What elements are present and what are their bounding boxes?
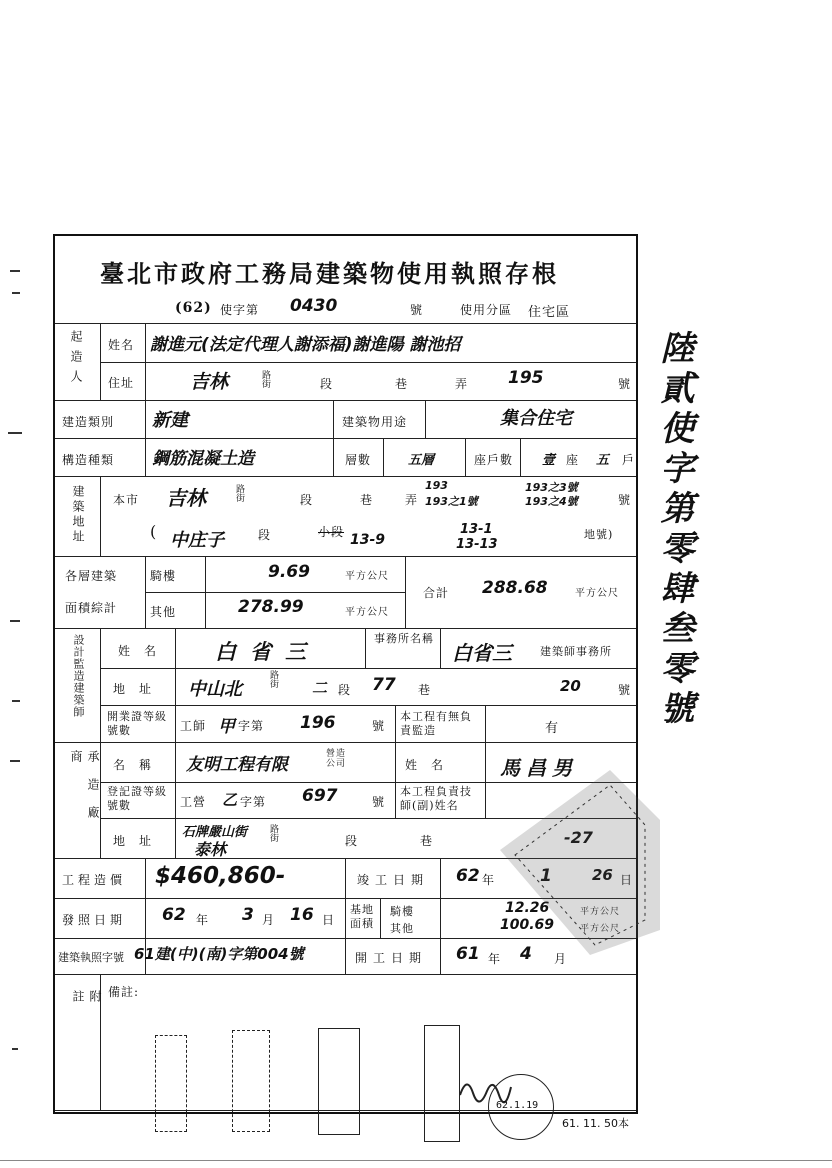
rule [55,556,636,557]
site-lane: 巷 [360,493,374,507]
site-arcade-label: 騎樓 [390,905,414,918]
signature-seal [318,1028,360,1135]
start-year: 61 [456,944,480,964]
building-use-value: 集合住宅 [500,408,572,429]
designer-office-suffix: 建築師事務所 [540,645,612,658]
rule [345,898,346,974]
contractor-address-tail: -27 [564,828,593,847]
contractor-reg-no: 697 [302,786,338,806]
subsection-label: 小段 [318,525,345,539]
units-seat-value: 壹 [542,453,556,468]
contractor-address-2: 泰林 [194,840,227,859]
permit-number: 0430 [290,296,338,316]
rule [145,592,405,593]
applicant-address-label: 住址 [108,376,135,390]
site-arcade-unit: 平方公尺 [580,907,621,917]
site-arcade-value: 12.26 [505,900,550,916]
rule [55,628,636,629]
rule [55,438,636,439]
rule [395,742,396,818]
rule [145,556,146,628]
designer-cert-grade: 工師 [180,719,207,733]
notes-section-label: 附註 [71,990,102,1082]
start-year-label: 年 [488,952,502,966]
applicant-name-value: 謝進元(法定代理人謝添福)謝進陽 謝池招 [150,335,461,355]
designer-road-value: 中山北 [188,679,242,700]
rule [100,476,101,556]
start-month: 4 [520,944,532,964]
year-code: (62) [175,300,212,316]
lot-1: 13-9 [350,532,386,548]
rule [333,400,334,476]
rule [440,858,441,898]
designer-no-label: 號 [618,683,632,697]
side-note: 陸貳使字第零肆叁零號 [654,330,694,730]
complete-month: 1 [540,866,552,886]
contractor-reg-type: 乙 [222,791,238,809]
building-type-value: 新建 [152,410,188,431]
rule [55,974,636,975]
rule [145,323,146,400]
designer-name-value: 白省三 [215,640,320,664]
applicant-lane: 巷 [395,377,409,391]
building-type-label: 建造類別 [62,415,115,429]
scan-speck [8,432,22,434]
rule [55,476,636,477]
issue-year: 62 [162,905,186,925]
site-other-unit: 平方公尺 [580,924,621,934]
designer-section-label: 設計監造建築師 [72,634,85,718]
rule [55,742,636,743]
contractor-name-label: 名稱 [113,758,166,772]
rule [440,628,441,668]
footer-code: 61. 11. 50本 [562,1117,629,1130]
rule [145,400,146,476]
start-month-label: 月 [554,952,568,966]
site-area-label: 基地面積 [350,903,374,930]
contractor-tech-label: 本工程負責技師(副)姓名 [400,785,472,812]
rule [100,705,636,706]
designer-office-label: 事務所名稱 [374,632,434,645]
units-seat-label: 座 [566,453,580,467]
designer-lane-value: 77 [372,675,396,695]
land-section-value: 中庄子 [170,530,224,551]
contractor-reg-word: 字第 [240,795,267,809]
applicant-road: 吉林 [190,371,229,393]
complete-day: 26 [592,866,613,884]
build-permit-label: 建築執照字號 [58,951,124,964]
rule [55,400,636,401]
complete-label: 竣工日期 [357,873,430,887]
land-section-label: 段 [258,528,272,542]
supervise-label: 本工程有無負責監造 [400,710,472,737]
area-total-value: 288.68 [482,578,548,598]
contractor-person-label: 姓名 [405,758,458,772]
permit-stub-form [53,234,638,1114]
contractor-reg-label: 登記證等級號數 [107,785,167,812]
designer-cert-hao: 號 [372,719,386,733]
cost-label: 工程造價 [62,873,127,887]
building-use-label: 建築物用途 [342,415,408,429]
area-other-value: 278.99 [238,597,304,617]
site-no-label: 號 [618,493,632,507]
designer-cert-type: 甲 [218,717,235,737]
rule [395,705,396,742]
applicant-road-suffix: 路街 [262,371,273,390]
rule [100,668,636,669]
area-label-a: 各層建築 [65,569,118,583]
scan-speck [0,1160,832,1161]
designer-no-value: 20 [560,677,581,695]
permit-prefix: 使字第 [220,303,260,317]
site-road-suffix: 路街 [236,485,247,504]
designer-duan-value: 二 [312,679,328,697]
area-arcade-label: 騎樓 [150,569,177,583]
rule [345,858,346,898]
designer-lane-label: 巷 [418,683,432,697]
start-label: 開工日期 [355,951,428,965]
area-label-b: 面積綜計 [65,601,118,615]
contractor-reg-hao: 號 [372,795,386,809]
lot-2: 13-1 [460,522,493,537]
issue-year-label: 年 [196,913,210,927]
scan-speck [12,1048,18,1050]
build-permit-value: 61建(中)(南)字第004號 [134,945,304,963]
issue-day: 16 [290,905,314,925]
units-house-label: 戶 [622,453,636,467]
designer-duan-label: 段 [338,683,352,697]
designer-name-label: 姓名 [118,644,171,658]
site-no-1: 193 [425,479,448,492]
rule [465,438,466,476]
site-other-value: 100.69 [500,917,555,933]
signature-seal [232,1030,270,1132]
lot-3: 13-13 [456,537,498,552]
struct-value: 鋼筋混凝土造 [152,449,254,469]
applicant-no: 195 [508,368,544,388]
area-total-label: 合計 [423,586,450,600]
designer-office-value: 白省三 [452,641,512,665]
issue-day-label: 日 [322,913,336,927]
scan-speck [12,700,20,702]
area-other-label: 其他 [150,605,177,619]
units-label: 座戶數 [474,453,514,467]
rule [425,400,426,438]
rule [365,628,366,668]
contractor-person-value: 馬昌男 [500,756,578,780]
contractor-reg-grade: 工營 [180,795,207,809]
contractor-lane: 巷 [420,834,434,848]
site-no-2: 193之1號 [425,495,478,508]
area-other-unit: 平方公尺 [345,607,389,618]
site-other-label: 其他 [390,922,414,935]
rule [55,323,636,324]
rule [100,323,101,400]
floors-label: 層數 [345,453,372,467]
applicant-section-label: 起造人 [69,330,83,390]
rule [485,705,486,742]
complete-day-label: 日 [620,873,634,887]
issue-label: 發照日期 [62,913,127,927]
site-open-paren: ( [150,522,158,541]
rule [405,556,406,628]
supervise-value: 有 [545,721,560,736]
designer-cert-label: 開業證等級號數 [107,710,167,737]
site-section-label: 建築地址 [71,485,85,545]
designer-cert-word: 字第 [238,719,265,733]
contractor-name-suffix: 營造公司 [326,749,347,769]
contractor-section-label: 承造廠商 [69,750,100,834]
zone-value: 住宅區 [528,305,571,320]
floors-value: 五層 [408,453,435,468]
issue-month-label: 月 [262,913,276,927]
scan-speck [10,760,20,762]
signature-seal [155,1035,187,1132]
contractor-duan: 段 [345,834,359,848]
designer-address-label: 地址 [113,682,166,696]
contractor-address-1: 石牌嚴山街 [182,825,248,840]
issue-month: 3 [242,905,254,925]
area-arcade-value: 9.69 [268,562,310,582]
site-alley: 弄 [405,493,419,507]
site-duan: 段 [300,493,314,507]
applicant-alley: 弄 [455,377,469,391]
rule [383,438,384,476]
designer-cert-no: 196 [300,713,336,733]
complete-year: 62 [456,866,480,886]
contractor-name-value: 友明工程有限 [186,755,288,775]
struct-label: 構造種類 [62,453,115,467]
rule [380,898,381,938]
units-house-value: 五 [596,453,610,468]
cost-value: $460,860- [155,863,286,889]
zone-label: 使用分區 [460,303,513,317]
form-title: 臺北市政府工務局建築物使用執照存根 [100,259,559,288]
permit-suffix: 號 [410,303,424,317]
applicant-name-label: 姓名 [108,338,135,352]
contractor-road-suffix: 路街 [270,825,281,844]
applicant-duan: 段 [320,377,334,391]
scan-speck [12,292,20,294]
rule [100,362,636,363]
remarks-label: 備註: [108,985,140,999]
rule [175,628,176,858]
rule [520,438,521,476]
area-arcade-unit: 平方公尺 [345,571,389,582]
overlay-shadow [470,760,670,960]
rule [440,898,441,974]
site-city: 本市 [113,493,140,507]
designer-road-suffix: 路街 [270,671,281,690]
complete-year-label: 年 [482,873,496,887]
scan-speck [10,620,20,622]
contractor-address-label: 地址 [113,834,166,848]
area-total-unit: 平方公尺 [575,588,619,599]
site-road: 吉林 [166,486,206,510]
rule [205,556,206,628]
site-no-4: 193之4號 [525,495,578,508]
applicant-no-label: 號 [618,377,632,391]
date-seal-text: 62.1.19 [496,1100,539,1111]
land-no-label: 地號) [584,528,614,541]
scan-speck [10,270,20,272]
site-no-3: 193之3號 [525,481,578,494]
